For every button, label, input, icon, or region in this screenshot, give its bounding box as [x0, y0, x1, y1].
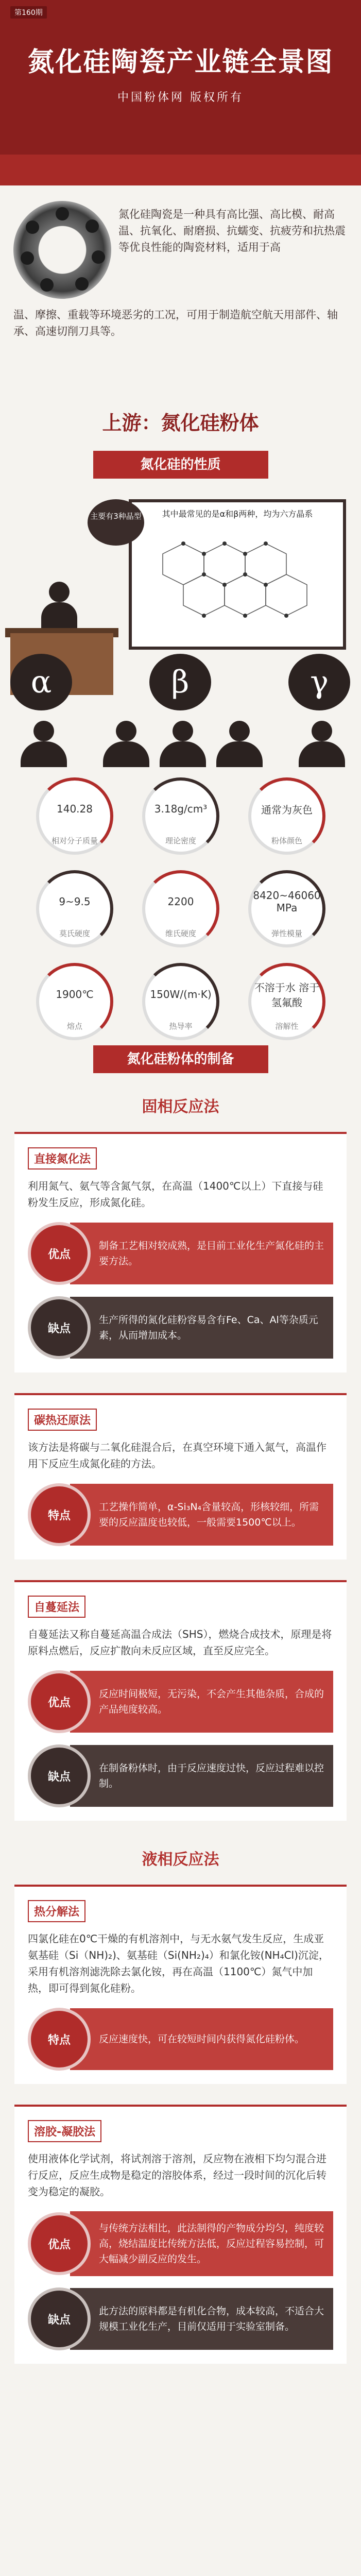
property-label: 弹性模量: [271, 929, 302, 938]
method-name: 自蔓延法: [28, 1596, 85, 1618]
bearing-image: [13, 201, 111, 299]
method-description: 利用氮气、氨气等含氮气氛，在高温（1400℃以上）下直接与硅粉发生反应，形成氮化硅。: [28, 1180, 323, 1209]
point-badge: 缺点: [28, 1744, 91, 1807]
property-value: 3.18g/cm³: [154, 803, 208, 815]
point-badge: 优点: [28, 1670, 91, 1733]
method-description: 自蔓延法又称自蔓延高温合成法（SHS），燃烧合成技术，原理是将原料点燃后，反应扩散向未反应区域，直至反应完全。: [28, 1628, 332, 1657]
property-value: 2200: [167, 895, 194, 908]
property-label: 相对分子质量: [51, 836, 98, 845]
method-point: [28, 1296, 333, 1359]
point-text: 此方法的原料都是有机化合物，成本较高，不适合大规模工业化生产，目前仅适用于实验室制备。: [70, 2288, 333, 2350]
point-badge: 优点: [28, 2212, 91, 2275]
header-band: [0, 155, 361, 185]
properties-grid: [0, 767, 361, 1045]
point-badge: 缺点: [28, 2287, 91, 2350]
method-card: [14, 1132, 347, 1372]
liquid-phase-title: 液相反应法: [142, 1851, 219, 1869]
point-text: 反应速度快，可在较短时间内获得氮化硅粉体。: [70, 2008, 333, 2070]
method-card: [14, 2105, 347, 2364]
method-description: 四氯化硅在0℃干燥的有机溶剂中，与无水氨气发生反应，生成亚氨基硅（Si（NH)₂)、氨基硅（Si(NH₂)₄）和氯化铵(NH₄Cl)沉淀，采用有机溶剂滤洗除去氯化铵，再在高温（1100℃）氮气中加热，即可得到氮化硅粉。: [28, 1933, 329, 1994]
method-card: [14, 1580, 347, 1821]
property-label: 粉体颜色: [271, 836, 302, 845]
copyright-line: 中国粉体网 版权所有: [117, 91, 244, 104]
method-point: [28, 2211, 333, 2276]
property-value: 不溶于水 溶于氢氟酸: [254, 981, 320, 1009]
intro-text: 氮化硅陶瓷是一种具有高比强、高比模、耐高温、抗氧化、耐磨损、抗蠕变、抗疲劳和抗热震等优良性能的陶瓷材料，适用于高: [118, 208, 346, 253]
issue-number: 第160期: [10, 6, 47, 19]
method-description: 使用液体化学试剂，将试剂溶于溶剂，反应物在液相下均匀混合进行反应，反应生成物是稳定的溶胶体系，经过一段时间的沉化后转变为稳定的凝胶。: [28, 2153, 326, 2198]
crystal-lattice-diagram: [132, 523, 337, 641]
property-value: 140.28: [57, 803, 93, 815]
point-text: 与传统方法相比，此法制得的产物成分均匀，纯度较高，烧结温度比传统方法低，反应过程容易控制，可大幅减少副反应的发生。: [70, 2211, 333, 2276]
teacher-figure: [41, 582, 77, 633]
student-figure: [21, 721, 67, 767]
point-badge: 特点: [28, 1483, 91, 1546]
page-title: 氮化硅陶瓷产业链全景图: [27, 46, 334, 78]
speech-bubble: 主要有3种晶型: [88, 499, 144, 546]
upstream-title: 上游：氮化硅粉体: [102, 411, 259, 434]
method-name: 碳热还原法: [28, 1409, 97, 1431]
property-label: 理论密度: [165, 836, 196, 845]
intro-text-continued: 温、摩擦、重载等环境恶劣的工况，可用于制造航空航天用部件、轴承、高速切削刀具等。: [13, 309, 338, 337]
property-value: 9~9.5: [59, 895, 91, 908]
property-item: [36, 963, 113, 1031]
chalkboard: [129, 499, 346, 650]
point-badge: 优点: [28, 1222, 91, 1285]
property-item: [142, 777, 219, 846]
alpha-phase-bubble: α: [10, 654, 72, 710]
method-point: [28, 1222, 333, 1285]
property-value: 8420~46060 MPa: [253, 889, 321, 914]
method-name: 热分解法: [28, 1900, 85, 1922]
method-card: [14, 1393, 347, 1560]
property-label: 维氏硬度: [165, 929, 196, 938]
property-item: [248, 870, 325, 939]
beta-phase-bubble: β: [149, 654, 211, 710]
method-point: [28, 1483, 333, 1546]
property-label: 熔点: [66, 1022, 82, 1031]
point-text: 生产所得的氮化硅粉容易含有Fe、Ca、Al等杂质元素，从而增加成本。: [70, 1297, 333, 1359]
point-badge: 缺点: [28, 1296, 91, 1359]
property-value: 1900℃: [56, 988, 94, 1001]
preparation-ribbon: 氮化硅粉体的制备: [93, 1045, 268, 1073]
point-badge: 特点: [28, 2008, 91, 2071]
gamma-phase-bubble: γ: [288, 654, 350, 710]
property-label: 莫氏硬度: [59, 929, 90, 938]
property-item: [142, 963, 219, 1031]
method-point: [28, 2287, 333, 2350]
intro-section: [0, 185, 361, 402]
method-point: [28, 1744, 333, 1807]
method-point: [28, 1670, 333, 1733]
point-text: 制备工艺相对较成熟，是目前工业化生产氮化硅的主要方法。: [70, 1223, 333, 1284]
method-point: [28, 2008, 333, 2071]
student-figure: [299, 721, 345, 767]
property-item: [248, 963, 325, 1031]
point-text: 在制备粉体时，由于反应速度过快，反应过程难以控制。: [70, 1745, 333, 1807]
student-figure: [103, 721, 149, 767]
property-item: [142, 870, 219, 939]
point-text: 工艺操作简单，α-Si₃N₄含量较高，形核较细，所需要的反应温度也较低，一般需要1500℃以上。: [70, 1484, 333, 1546]
property-item: [248, 777, 325, 846]
board-title: 其中最常见的是α和β两种，均为六方晶系: [162, 509, 313, 519]
solid-phase-title: 固相反应法: [142, 1098, 219, 1116]
property-label: 热导率: [169, 1022, 193, 1031]
point-text: 反应时间极短，无污染，不会产生其他杂质，合成的产品纯度较高。: [70, 1671, 333, 1733]
property-item: [36, 777, 113, 846]
crystal-phases-illustration: [0, 479, 361, 767]
method-description: 该方法是将碳与二氧化硅混合后，在真空环境下通入氮气，高温作用下反应生成氮化硅的方法。: [28, 1441, 326, 1470]
student-figure: [160, 721, 206, 767]
method-name: 溶胶-凝胶法: [28, 2120, 101, 2142]
student-figure: [216, 721, 263, 767]
properties-ribbon: 氮化硅的性质: [93, 451, 268, 479]
property-value: 150W/(m·K): [150, 988, 212, 1001]
property-value: 通常为灰色: [261, 803, 313, 816]
property-label: 溶解性: [275, 1022, 299, 1031]
method-name: 直接氮化法: [28, 1147, 97, 1170]
method-card: [14, 1885, 347, 2084]
property-item: [36, 870, 113, 939]
header-banner: [0, 0, 361, 185]
